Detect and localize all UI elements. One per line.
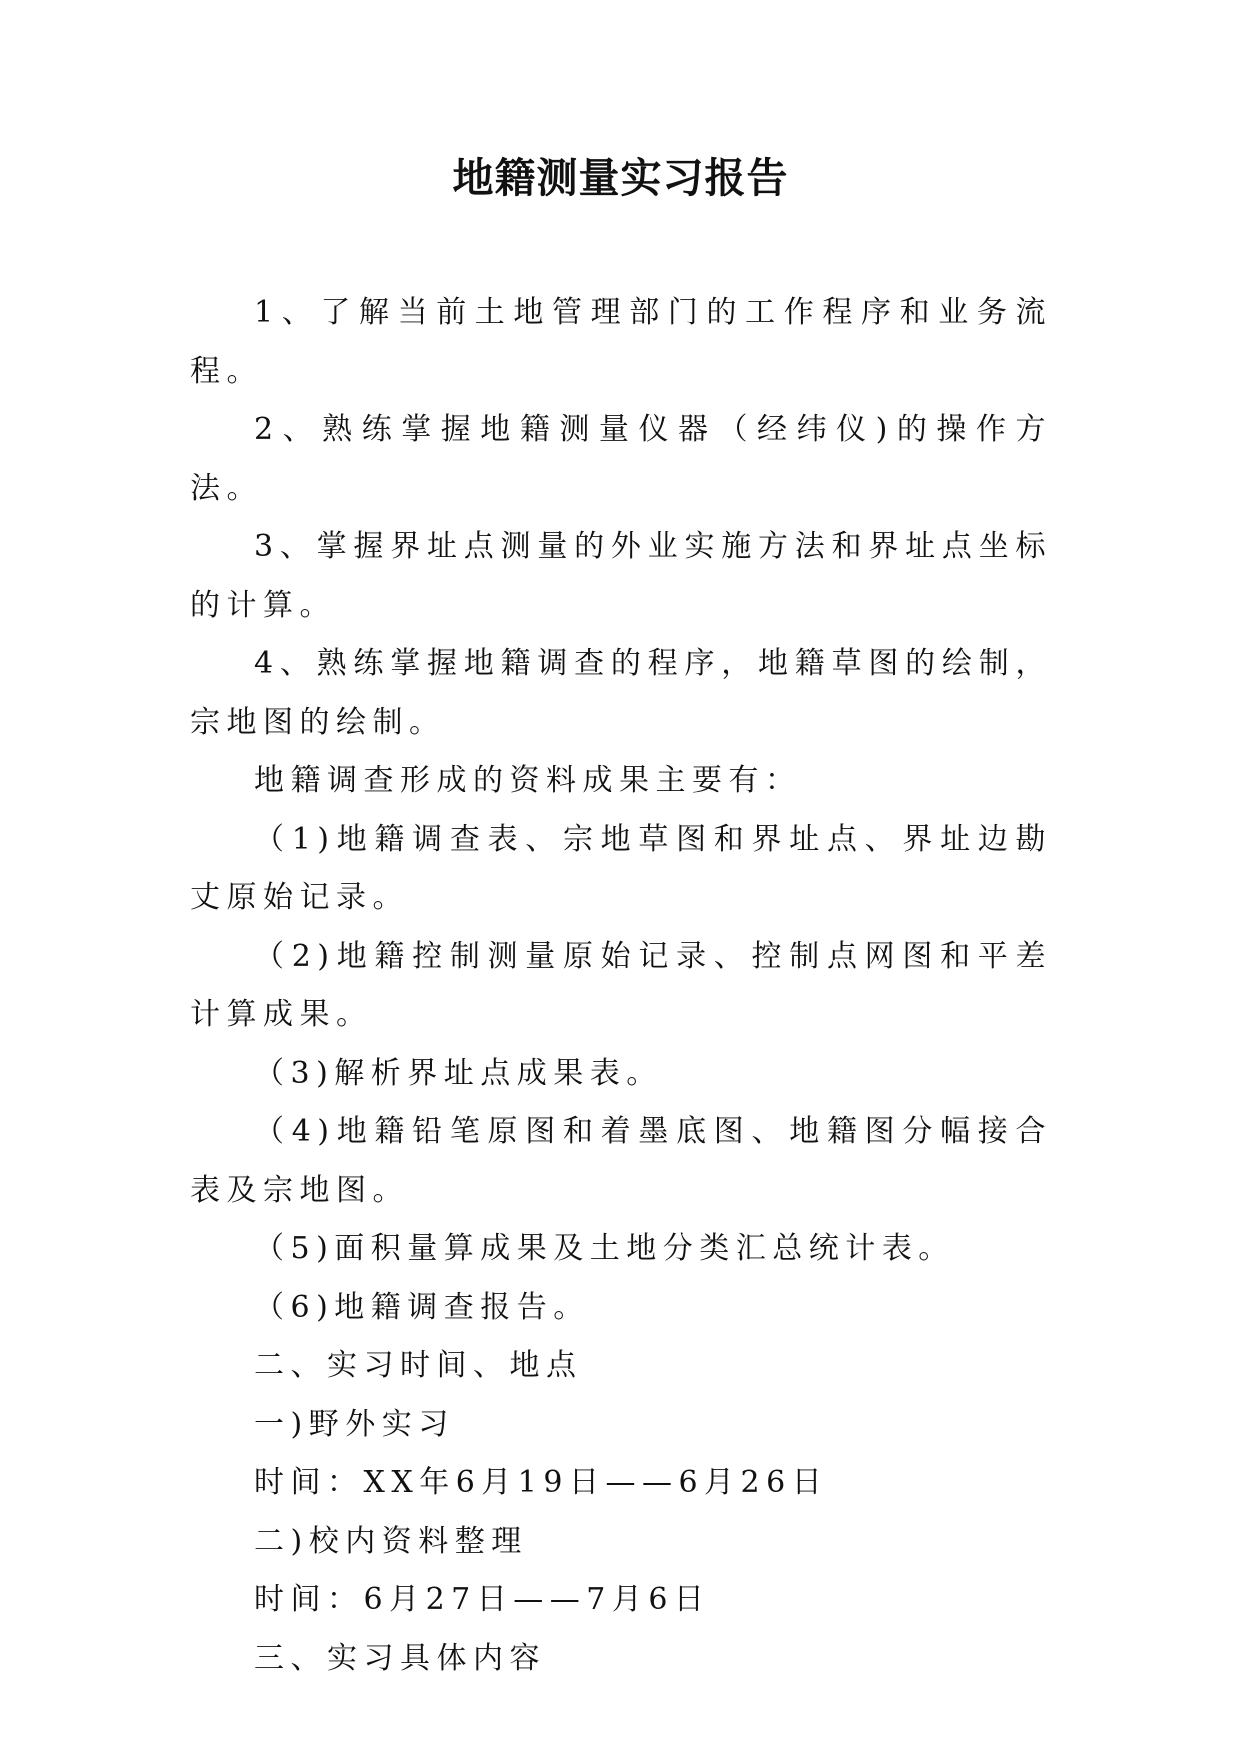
field-practice-time: 时间：XX年6月19日——6月26日 — [254, 1465, 829, 1500]
results-intro: 地籍调查形成的资料成果主要有： — [254, 763, 802, 798]
list-item-goal-2: 2、熟练掌握地籍测量仪器（经纬仪)的操作方法。 — [190, 412, 1052, 506]
result-item-3: （3)解析界址点成果表。 — [254, 1055, 663, 1091]
document-body — [190, 284, 1052, 1688]
subheading-field-practice: 一)野外实习 — [254, 1406, 455, 1442]
result-item-1: （1)地籍调查表、宗地草图和界址点、界址边勘丈原始记录。 — [190, 821, 1052, 915]
subheading-data-processing: 二)校内资料整理 — [254, 1523, 528, 1559]
list-item-goal-3: 3、掌握界址点测量的外业实施方法和界址点坐标的计算。 — [190, 529, 1052, 623]
result-item-4: （4)地籍铅笔原图和着墨底图、地籍图分幅接合表及宗地图。 — [190, 1114, 1052, 1208]
data-processing-time: 时间：6月27日——7月6日 — [254, 1582, 711, 1617]
result-item-5: （5)面积量算成果及土地分类汇总统计表。 — [254, 1231, 955, 1266]
result-item-2: （2)地籍控制测量原始记录、控制点网图和平差计算成果。 — [190, 938, 1052, 1032]
list-item-goal-4: 4、熟练掌握地籍调查的程序，地籍草图的绘制，宗地图的绘制。 — [190, 646, 1052, 740]
result-item-6: （6)地籍调查报告。 — [254, 1289, 590, 1325]
document-title: 地籍测量实习报告 — [452, 154, 789, 202]
list-item-goal-1: 1、了解当前土地管理部门的工作程序和业务流程。 — [190, 295, 1052, 389]
section-heading-content: 三、实习具体内容 — [254, 1640, 546, 1676]
section-heading-time-place: 二、实习时间、地点 — [254, 1348, 583, 1383]
